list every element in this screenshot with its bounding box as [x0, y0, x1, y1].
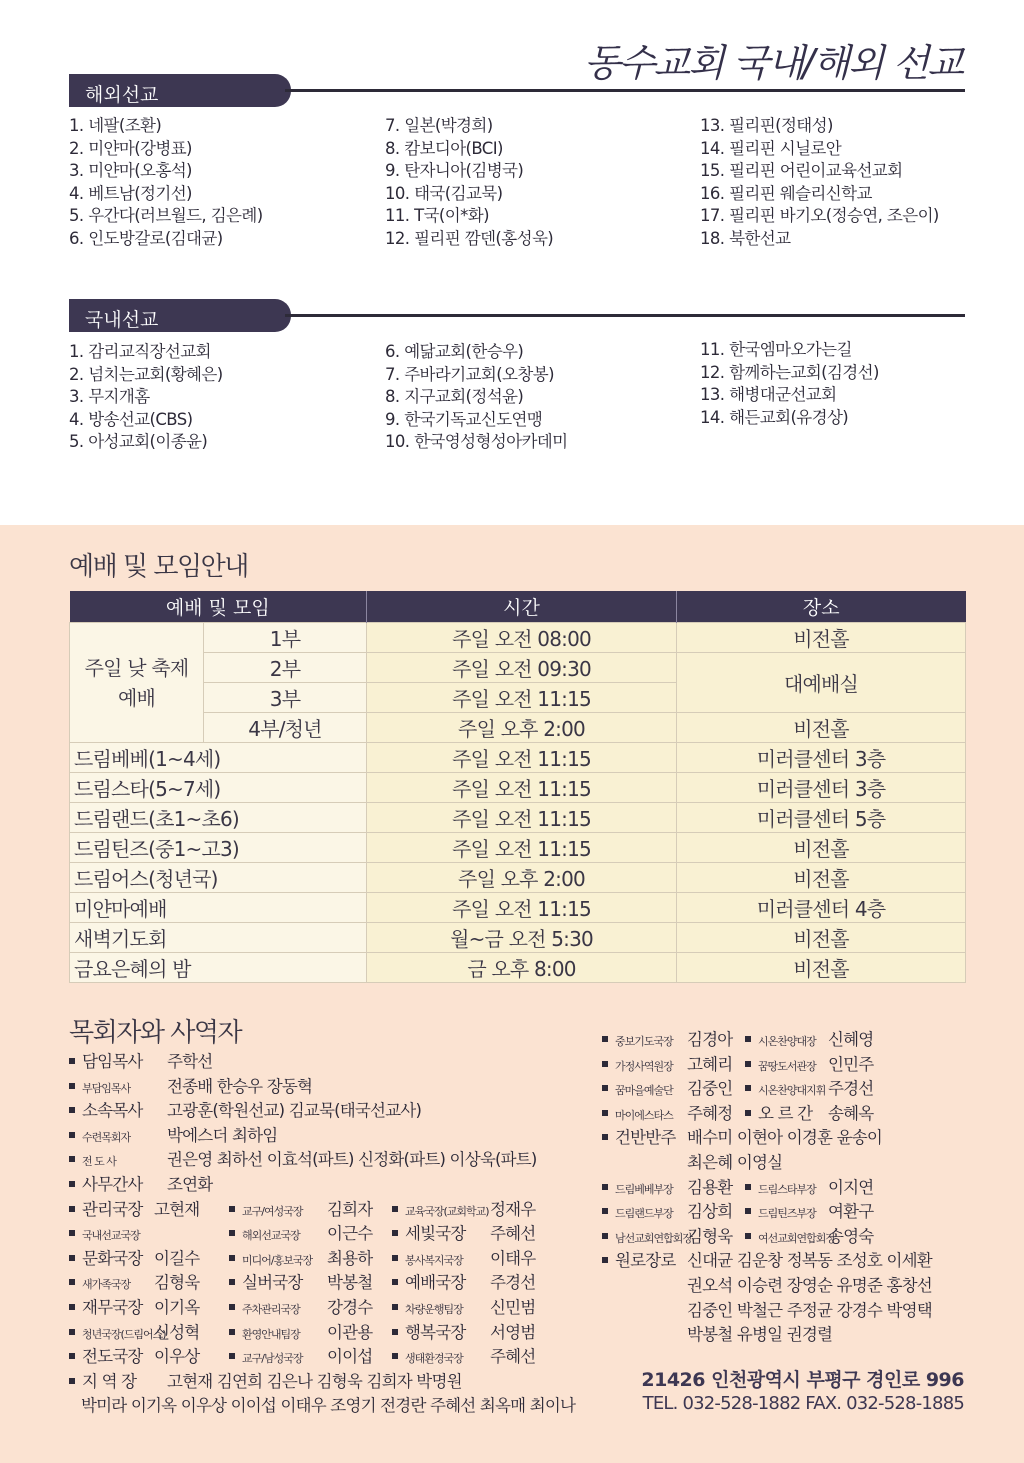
schedule-name: 드림스타(5~7세) [70, 773, 367, 803]
list-item: 원로장로 신대균 김운창 정복동 조성호 이세환 [602, 1249, 932, 1274]
worship-schedule-table [69, 591, 966, 983]
list-item: 1. 감리교직장선교회 [69, 342, 211, 361]
schedule-name: 드림베베(1~4세) [70, 743, 367, 773]
col-header-place: 장소 [677, 591, 966, 623]
schedule-place: 비전홀 [677, 863, 966, 893]
schedule-time: 주일 오전 11:15 [367, 803, 677, 833]
table-row [70, 713, 966, 743]
service-time: 주일 오전 09:30 [367, 653, 677, 683]
schedule-place: 미러클센터 5층 [677, 803, 966, 833]
schedule-time: 주일 오전 11:15 [367, 893, 677, 923]
schedule-time: 주일 오전 11:15 [367, 833, 677, 863]
overseas-col-2 [385, 115, 553, 250]
staff-list-right [602, 1028, 932, 1348]
church-address: 21426 인천광역시 부평구 경인로 996 [641, 1369, 964, 1391]
list-item: 8. 지구교회(정석윤) [385, 387, 524, 406]
list-item: 8. 캄보디아(BCI) [385, 138, 503, 158]
schedule-place: 미러클센터 3층 [677, 773, 966, 803]
table-row [70, 863, 966, 893]
section-divider [285, 314, 965, 317]
list-item: 13. 필리핀(정태성) [700, 116, 833, 135]
list-item: 지 역 장 고현재 김연희 김은나 김형욱 김희자 박명원 [69, 1370, 575, 1395]
list-item: 13. 해병대군선교회 [700, 385, 837, 404]
list-item: 사무간사 조연화 [69, 1173, 575, 1198]
list-item: 국내선교국장 해외선교국장 이근수 세빛국장 주혜선 [69, 1222, 575, 1247]
list-item: 최은혜 이영실 [687, 1152, 783, 1172]
domestic-col-1 [69, 341, 223, 454]
schedule-place: 비전홀 [677, 923, 966, 953]
service-time: 주일 오후 2:00 [367, 713, 677, 743]
service-place: 대예배실 [677, 653, 966, 713]
list-item: 9. 한국기독교신도연맹 [385, 409, 543, 429]
list-item: 재무국장 이기옥 주차관리국장 강경수 차량운행팀장 신민범 [69, 1296, 575, 1321]
schedule-time: 금 오후 8:00 [367, 953, 677, 983]
col-header-time: 시간 [367, 591, 677, 623]
schedule-name: 드림랜드(초1~초6) [70, 803, 367, 833]
list-item: 6. 예닮교회(한승우) [385, 342, 524, 361]
list-item: 2. 미얀마(강병표) [69, 138, 192, 158]
list-item: 중보기도국장 김경아 시온찬양대장 신혜영 [602, 1028, 932, 1053]
table-row [70, 623, 966, 653]
list-item: 권오석 이승련 장영순 유명준 홍창선 [687, 1275, 932, 1295]
list-item: 새가족국장 김형욱 실버국장 박봉철 예배국장 주경선 [69, 1271, 575, 1296]
table-row [70, 743, 966, 773]
list-item: 18. 북한선교 [700, 228, 791, 248]
list-item: 드림베베부장 김용환 드림스타부장 이지연 [602, 1176, 932, 1201]
staff-list-left [69, 1050, 575, 1419]
schedule-time: 월~금 오전 5:30 [367, 923, 677, 953]
list-item: 1. 네팔(조환) [69, 116, 162, 135]
church-phone-fax: TEL. 032-528-1882 FAX. 032-528-1885 [642, 1393, 964, 1414]
list-item: 박미라 이기옥 이우상 이이섭 이태우 조영기 전경란 주혜선 최옥매 최이나 [81, 1396, 576, 1416]
list-item: 남선교회연합회장김형욱 여선교회연합회장송영숙 [602, 1225, 932, 1250]
domestic-col-3 [700, 339, 879, 429]
service-place: 비전홀 [677, 623, 966, 653]
table-row [70, 923, 966, 953]
list-item: 14. 해든교회(유경상) [700, 407, 849, 427]
domestic-section-header: 국내선교 [69, 299, 291, 332]
list-item: 문화국장 이길수 미디어/홍보국장 최용하 봉사복지국장 이태우 [69, 1247, 575, 1272]
schedule-name: 새벽기도회 [70, 923, 367, 953]
worship-heading: 예배 및 모임안내 [69, 552, 248, 582]
list-item: 5. 아성교회(이종윤) [69, 432, 208, 451]
list-item: 꿈마을예술단 김중인 시온찬양대지휘 주경선 [602, 1077, 932, 1102]
schedule-name: 금요은혜의 밤 [70, 953, 367, 983]
list-item: 담임목사 주학선 [69, 1050, 575, 1075]
list-item: 2. 넘치는교회(황혜은) [69, 364, 223, 384]
list-item: 11. 한국엠마오가는길 [700, 340, 852, 359]
table-row [70, 773, 966, 803]
table-row [70, 953, 966, 983]
list-item: 7. 일본(박경희) [385, 116, 493, 135]
service-part: 2부 [204, 653, 367, 683]
service-part: 4부/청년 [204, 713, 367, 743]
schedule-place: 비전홀 [677, 953, 966, 983]
staff-heading: 목회자와 사역자 [69, 1018, 242, 1048]
overseas-section-header: 해외선교 [69, 74, 291, 107]
list-item: 12. 함께하는교회(김경선) [700, 362, 879, 382]
service-time: 주일 오전 08:00 [367, 623, 677, 653]
list-item: 3. 미얀마(오홍석) [69, 161, 192, 180]
table-row [70, 893, 966, 923]
list-item: 4. 방송선교(CBS) [69, 409, 193, 429]
schedule-time: 주일 오전 11:15 [367, 743, 677, 773]
list-item: 12. 필리핀 깜덴(홍성욱) [385, 228, 554, 248]
service-time: 주일 오전 11:15 [367, 683, 677, 713]
list-item: 드림랜드부장 김상희 드림틴즈부장 여환구 [602, 1200, 932, 1225]
list-item: 김중인 박철근 주정균 강경수 박영택 [687, 1300, 932, 1320]
list-item: 소속목사 고광훈(학원선교) 김교묵(태국선교사) [69, 1099, 575, 1124]
service-part: 3부 [204, 683, 367, 713]
schedule-name: 드림어스(청년국) [70, 863, 367, 893]
list-item: 10. 태국(김교묵) [385, 183, 503, 203]
list-item: 박봉철 유병일 권경렬 [687, 1325, 833, 1345]
list-item: 전도국장 이우상 교구/남성국장 이이섭 생태환경국장 주혜선 [69, 1345, 575, 1370]
list-item: 청년국장(드림어스)신성혁 환영안내팀장 이관용 행복국장 서영범 [69, 1321, 575, 1346]
list-item: 관리국장 고현재 교구/여성국장 김희자 교육국장(교회학교)정재우 [69, 1198, 575, 1223]
list-item: 건반반주 배수미 이현아 이경훈 윤송이 [602, 1126, 932, 1151]
service-place: 비전홀 [677, 713, 966, 743]
list-item: 수련목회자 박에스더 최하임 [69, 1124, 575, 1149]
list-item: 7. 주바라기교회(오창봉) [385, 364, 554, 384]
schedule-time: 주일 오전 11:15 [367, 773, 677, 803]
list-item: 16. 필리핀 웨슬리신학교 [700, 183, 872, 203]
list-item: 마이에스타스 주혜정 오 르 간 송혜옥 [602, 1102, 932, 1127]
col-header-service: 예배 및 모임 [70, 591, 367, 623]
section-divider [285, 89, 965, 92]
list-item: 10. 한국영성형성아카데미 [385, 432, 568, 451]
schedule-name: 드림틴즈(중1~고3) [70, 833, 367, 863]
overseas-col-1 [69, 115, 263, 250]
list-item: 3. 무지개홈 [69, 387, 150, 406]
list-item: 17. 필리핀 바기오(정승연, 조은이) [700, 206, 939, 225]
list-item: 11. T국(이*화) [385, 206, 489, 225]
list-item: 6. 인도방갈로(김대균) [69, 228, 223, 248]
list-item: 가정사역원장 고혜리 꿈땅도서관장 인민주 [602, 1053, 932, 1078]
list-item: 전 도 사 권은영 최하선 이효석(파트) 신정화(파트) 이상욱(파트) [69, 1148, 575, 1173]
list-item: 5. 우간다(러브월드, 김은례) [69, 206, 263, 225]
list-item: 9. 탄자니아(김병국) [385, 161, 524, 180]
domestic-col-2 [385, 341, 567, 454]
list-item: 부담임목사 전종배 한승우 장동혁 [69, 1075, 575, 1100]
page-title: 동수교회 국내/해외 선교 [583, 41, 962, 85]
schedule-place: 미러클센터 4층 [677, 893, 966, 923]
table-row [70, 653, 966, 683]
schedule-place: 미러클센터 3층 [677, 743, 966, 773]
schedule-time: 주일 오후 2:00 [367, 863, 677, 893]
list-item: 15. 필리핀 어린이교육선교회 [700, 161, 903, 180]
schedule-place: 비전홀 [677, 833, 966, 863]
table-row [70, 803, 966, 833]
schedule-name: 미얀마예배 [70, 893, 367, 923]
sunday-service-label: 주일 낮 축제 예배 [70, 623, 204, 743]
list-item: 4. 베트남(정기선) [69, 183, 192, 203]
list-item: 14. 필리핀 시닐로안 [700, 138, 842, 158]
table-row [70, 833, 966, 863]
service-part: 1부 [204, 623, 367, 653]
overseas-col-3 [700, 115, 939, 250]
